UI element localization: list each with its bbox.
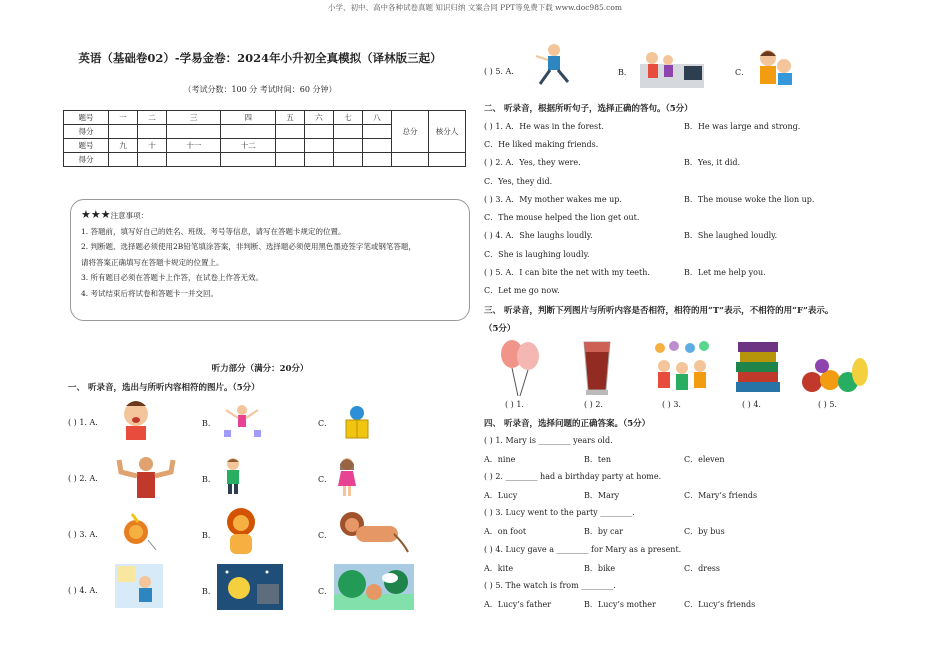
star-icon: ★★★ bbox=[81, 208, 111, 221]
score-row-label: 得分 bbox=[64, 153, 109, 167]
judge-label: ( ) 1. bbox=[505, 400, 524, 409]
question-label: ( ) 1. Mary is ________ years old. bbox=[484, 436, 613, 445]
judge-label: ( ) 5. bbox=[818, 400, 837, 409]
score-col: 九 bbox=[109, 139, 138, 153]
score-col: 十一 bbox=[166, 139, 221, 153]
girl-standing-image bbox=[334, 456, 360, 498]
option-label: C．dress bbox=[684, 564, 721, 573]
night-scene-image bbox=[217, 564, 283, 610]
children-party-image bbox=[650, 340, 712, 396]
score-table bbox=[63, 110, 466, 167]
section-3-title: 三、 听录音，判断下列图片与所听内容是否相符，相符的用“T”表示，不相符的用“F”表示。 bbox=[484, 306, 834, 316]
option-label: B． bbox=[202, 475, 216, 484]
option-label: C．Yes, they did. bbox=[484, 177, 553, 186]
option-label: B．ten bbox=[584, 455, 611, 464]
score-row-label: 得分 bbox=[64, 125, 109, 139]
family-tv-image bbox=[640, 44, 704, 88]
option-label: C． bbox=[318, 419, 333, 428]
question-label: ( ) 3. A. bbox=[68, 530, 98, 539]
score-col: 十二 bbox=[221, 139, 276, 153]
score-col: 十 bbox=[137, 139, 166, 153]
option-label: C． bbox=[735, 68, 750, 77]
notice-item: 请将答案正确填写在答题卡规定的位置上。 bbox=[81, 257, 224, 267]
notice-item: 2. 判断题、选择题必须使用2B铅笔填涂答案，非判断、选择题必须使用黑色墨迹签字笔或钢笔答题， bbox=[81, 242, 416, 251]
fruits-image bbox=[800, 352, 870, 396]
notice-box bbox=[70, 199, 470, 321]
question-label: ( ) 1. A．He was in the forest. bbox=[484, 122, 604, 131]
section-4-title: 四、 听录音，选择问题的正确答案。（5分） bbox=[484, 419, 651, 429]
option-label: B． bbox=[202, 531, 216, 540]
boy-reading-image bbox=[340, 404, 374, 442]
score-col: 六 bbox=[305, 111, 334, 125]
question-label: ( ) 5. A．I can bite the net with my teeth. bbox=[484, 268, 650, 277]
question-label: ( ) 4. A. bbox=[68, 586, 98, 595]
option-label: C． bbox=[318, 587, 333, 596]
option-label: B．He was large and strong. bbox=[684, 122, 801, 131]
option-label: C．Let me go now. bbox=[484, 286, 560, 295]
listening-title: 听力部分（满分：20分） bbox=[211, 364, 309, 374]
page-title: 英语（基础卷02）-学易金卷：2024年小升初全真模拟（译林版三起） bbox=[78, 51, 442, 65]
lion-lying-image bbox=[334, 508, 410, 554]
notice-item: 4. 考试结束后将试卷和答题卡一并交回。 bbox=[81, 288, 219, 298]
score-header-label: 题号 bbox=[64, 111, 109, 125]
question-label: ( ) 1. A. bbox=[68, 418, 98, 427]
girl-exercising-image bbox=[218, 402, 266, 440]
family-portrait-image bbox=[752, 44, 798, 88]
boy-standing-image bbox=[220, 456, 246, 496]
option-label: B．Mary bbox=[584, 491, 620, 500]
option-label: C．The mouse helped the lion get out. bbox=[484, 213, 640, 222]
question-label: ( ) 3. Lucy went to the party ________. bbox=[484, 508, 635, 517]
option-label: B．Lucy’s mother bbox=[584, 600, 656, 609]
question-label: ( ) 2. A．Yes, they were. bbox=[484, 158, 581, 167]
option-label: C．Lucy’s friends bbox=[684, 600, 756, 609]
notice-item: 3. 所有题目必须在答题卡上作答，在试卷上作答无效。 bbox=[81, 273, 264, 282]
checker-cell: 核分人 bbox=[429, 111, 466, 153]
balloons-image bbox=[496, 338, 544, 398]
option-label: B．Let me help you. bbox=[684, 268, 766, 277]
notice-item: 1. 答题前，填写好自己的姓名、班级、考号等信息，请写在答题卡规定的位置。 bbox=[81, 226, 346, 236]
crying-boy-image bbox=[118, 398, 154, 442]
section-2-title: 二、 听录音，根据所听句子，选择正确的答句。（5分） bbox=[484, 104, 693, 114]
score-col: 三 bbox=[166, 111, 221, 125]
total-cell: 总分 bbox=[392, 111, 429, 153]
question-label: ( ) 5. A. bbox=[484, 67, 514, 76]
books-stack-image bbox=[732, 338, 784, 396]
lion-sitting-image bbox=[220, 506, 262, 556]
option-label: B．bike bbox=[584, 564, 616, 573]
lion-cub-image bbox=[118, 510, 158, 554]
question-label: ( ) 4. Lucy gave a ________ for Mary as a present. bbox=[484, 545, 682, 554]
question-label: ( ) 2. A. bbox=[68, 474, 98, 483]
option-label: A．Lucy bbox=[484, 491, 518, 500]
notice-heading: 注意事项： bbox=[110, 211, 149, 220]
option-label: C．He liked making friends. bbox=[484, 140, 599, 149]
option-label: B．by car bbox=[584, 527, 624, 536]
option-label: B．The mouse woke the lion up. bbox=[684, 195, 815, 204]
option-label: C．She is laughing loudly. bbox=[484, 250, 590, 259]
option-label: B． bbox=[202, 587, 216, 596]
option-label: C．eleven bbox=[684, 455, 725, 464]
option-label: C． bbox=[318, 475, 333, 484]
option-label: A．Lucy’s father bbox=[484, 600, 552, 609]
forest-scene-image bbox=[334, 564, 414, 610]
question-label: ( ) 2. ________ had a birthday party at home. bbox=[484, 472, 662, 481]
question-label: ( ) 5. The watch is from ________. bbox=[484, 581, 616, 590]
option-label: B． bbox=[202, 419, 216, 428]
option-label: A．kite bbox=[484, 564, 514, 573]
judge-label: ( ) 4. bbox=[742, 400, 761, 409]
section-3-points: （5分） bbox=[484, 324, 516, 334]
section-1-title: 一、 听录音，选出与所听内容相符的图片。（5分） bbox=[68, 383, 260, 393]
option-label: C．Mary’s friends bbox=[684, 491, 758, 500]
strong-man-image bbox=[115, 454, 177, 500]
score-col: 八 bbox=[362, 111, 391, 125]
boy-running-image bbox=[530, 42, 574, 88]
question-label: ( ) 4. A．She laughs loudly. bbox=[484, 231, 593, 240]
score-col: 二 bbox=[137, 111, 166, 125]
option-label: A．on foot bbox=[484, 527, 527, 536]
score-header-label: 题号 bbox=[64, 139, 109, 153]
question-label: ( ) 3. A．My mother wakes me up. bbox=[484, 195, 622, 204]
option-label: A．nine bbox=[484, 455, 516, 464]
option-label: C．by bus bbox=[684, 527, 725, 536]
score-col: 五 bbox=[276, 111, 305, 125]
boy-in-room-image bbox=[115, 564, 163, 608]
score-col: 四 bbox=[221, 111, 276, 125]
option-label: B．Yes, it did. bbox=[684, 158, 741, 167]
exam-meta: （考试分数：100 分 考试时间：60 分钟） bbox=[183, 85, 337, 94]
score-col: 一 bbox=[109, 111, 138, 125]
juice-glass-image bbox=[580, 338, 614, 398]
option-label: C． bbox=[318, 531, 333, 540]
judge-label: ( ) 2. bbox=[584, 400, 603, 409]
option-label: B． bbox=[618, 68, 632, 77]
option-label: B．She laughed loudly. bbox=[684, 231, 778, 240]
score-col: 七 bbox=[333, 111, 362, 125]
site-header: 小学、初中、高中各种试卷真题 知识归纳 文案合同 PPT等免费下载 www.doc985.com bbox=[328, 3, 622, 12]
judge-label: ( ) 3. bbox=[662, 400, 681, 409]
